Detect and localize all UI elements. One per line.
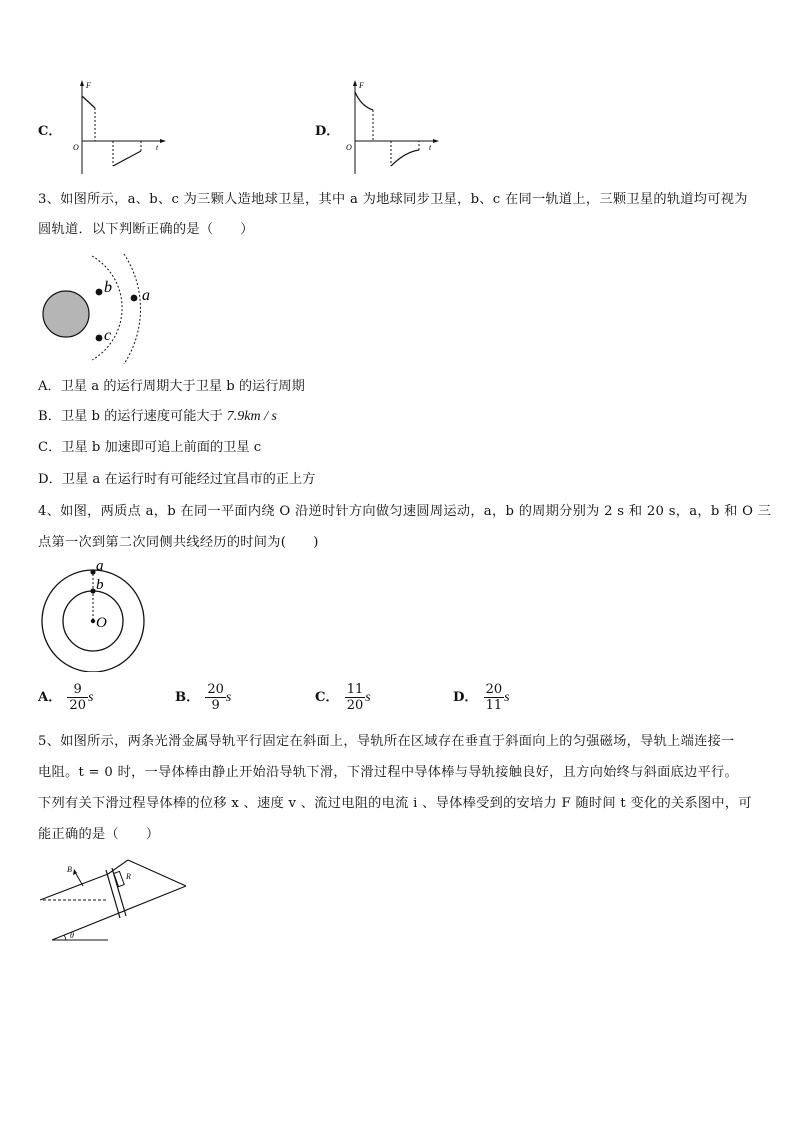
svg-text:b: b: [96, 577, 104, 593]
q4-orbit-figure: [38, 560, 150, 672]
svg-text:F: F: [359, 81, 364, 90]
q3-option-c: C．卫星 b 加速即可追上前面的卫星 c: [38, 440, 262, 455]
q2-option-d-graph: [343, 78, 443, 178]
q3-satellite-figure: [40, 252, 170, 364]
q4-answer-c: C． $\frac{11}{20}$ s: [315, 682, 371, 713]
q4-stem-line2: 点第一次到第二次同侧共线经历的时间为( ): [38, 535, 319, 550]
q3-stem-line2: 圆轨道．以下判断正确的是（ ）: [38, 222, 254, 237]
q4-stem-line1: 4、如图，两质点 a，b 在同一平面内绕 O 沿逆时针方向做匀速圆周运动，a，b 的周期分别为 2 s 和 20 s，a，b 和 O 三: [38, 504, 772, 519]
svg-text:a: a: [96, 560, 104, 574]
q5-stem-line2: 电阻。t = 0 时，一导体棒由静止开始沿导轨下滑，下滑过程中导体棒与导轨接触良好，且方向始终与斜面底边平行。: [38, 765, 738, 780]
q4-answer-b: B． $\frac{20}{9}$ s: [175, 682, 232, 713]
svg-text:O: O: [346, 143, 352, 152]
q4-answer-d: D． $\frac{20}{11}$ s: [453, 682, 510, 713]
svg-text:R: R: [126, 872, 131, 881]
q3-option-b-value: 7.9km / s: [226, 409, 277, 424]
q2-option-c-graph: [70, 78, 170, 178]
q5-stem-line3: 下列有关下滑过程导体棒的位移 x 、速度 v 、流过电阻的电流 i 、导体棒受到的安培力 F 随时间 t 变化的关系图中，可: [38, 796, 752, 811]
q3-option-b: [38, 405, 277, 425]
axis-F-label: F: [86, 81, 91, 90]
svg-text:θ: θ: [70, 931, 74, 940]
svg-text:b: b: [104, 279, 112, 296]
svg-text:t: t: [429, 143, 432, 152]
q3-option-a: A．卫星 a 的运行周期大于卫星 b 的运行周期: [38, 379, 305, 394]
q2-option-d-label: D．: [315, 124, 340, 139]
axis-O-label: O: [73, 143, 79, 152]
q5-stem-line1: 5、如图所示，两条光滑金属导轨平行固定在斜面上，导轨所在区域存在垂直于斜面向上的匀强磁场，导轨上端连接一: [38, 734, 735, 749]
q5-stem-line4: 能正确的是（ ）: [38, 827, 160, 842]
q3-stem-line1: 3、如图所示，a、b、c 为三颗人造地球卫星，其中 a 为地球同步卫星，b、c 在同一轨道上，三颗卫星的轨道均可视为: [38, 192, 748, 207]
q2-option-c-label: C．: [38, 124, 62, 139]
svg-text:a: a: [142, 287, 150, 304]
q3-option-d: D．卫星 a 在运行时有可能经过宜昌市的正上方: [38, 472, 316, 487]
svg-text:B: B: [67, 865, 72, 874]
q3-option-b-text: B．卫星 b 的运行速度可能大于: [38, 409, 223, 424]
earth-icon: [43, 291, 89, 337]
q4-answer-a: A． $\frac{9}{20}$ s: [38, 682, 94, 713]
q5-incline-figure: [38, 852, 218, 948]
axis-t-label: t: [156, 143, 159, 152]
svg-text:c: c: [104, 327, 112, 344]
svg-text:O: O: [96, 615, 107, 631]
